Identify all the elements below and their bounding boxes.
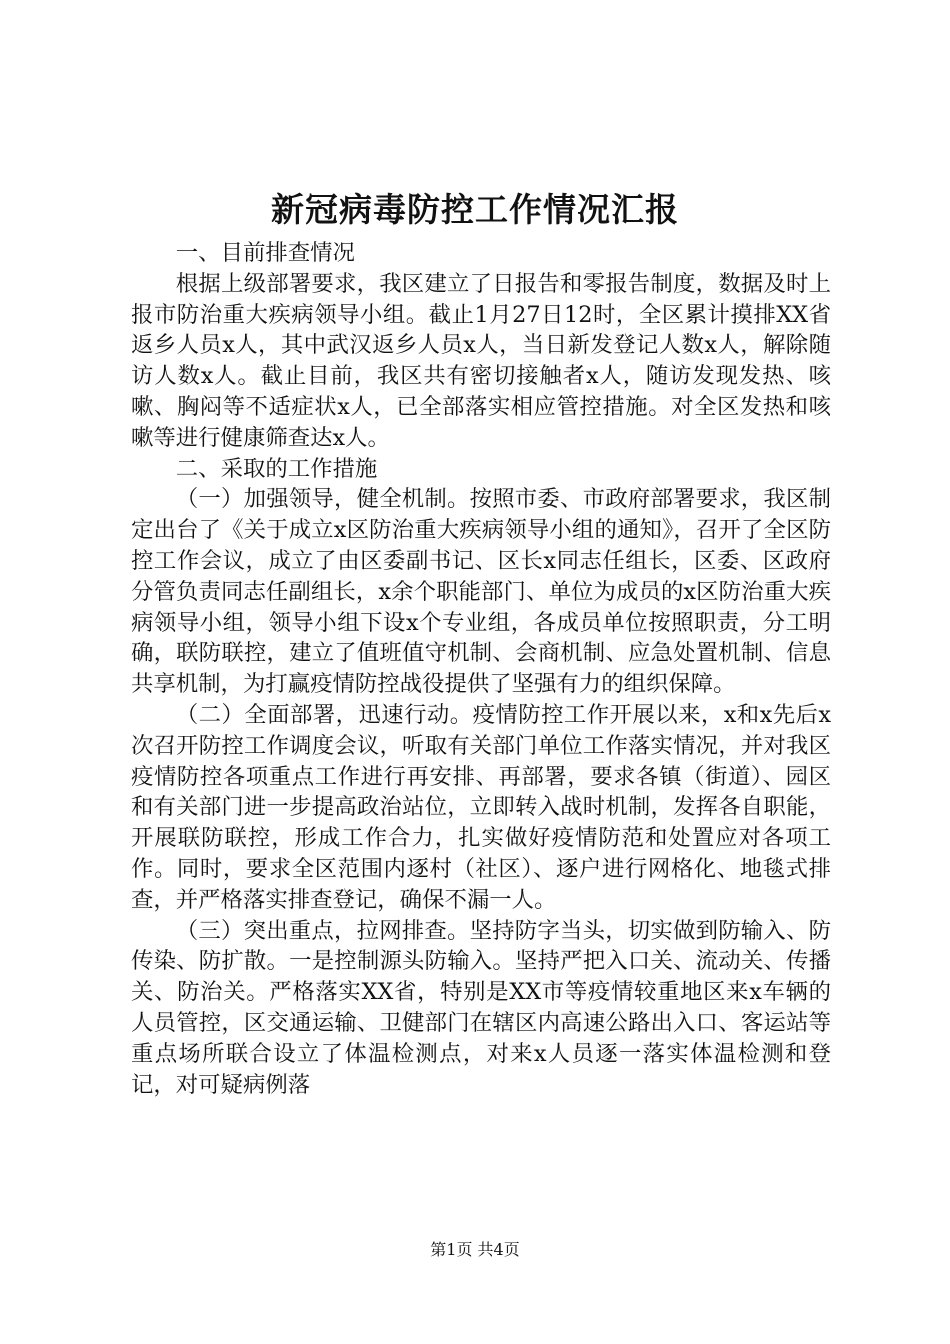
measure-item-3: （三）突出重点，拉网排查。坚持防字当头，切实做到防输入、防传染、防扩散。一是控制源头防输入。坚持严把入口关、流动关、传播关、防治关。严格落实XX省，特别是XX市等疫情较重地区来x车辆的人员管控，区交通运输、卫健部门在辖区内高速公路出入口、客运站等重点场所联合设立了体温检测点，对来x人员逐一落实体温检测和登记，对可疑病例落	[131, 917, 831, 1098]
document-title: 新冠病毒防控工作情况汇报	[271, 190, 679, 229]
section-heading-1: 一、目前排查情况	[175, 240, 355, 266]
page-number-footer: 第1页 共4页	[430, 1240, 520, 1259]
measure-item-2: （二）全面部署，迅速行动。疫情防控工作开展以来，x和x先后x次召开防控工作调度会议，听取有关部门单位工作落实情况，并对我区疫情防控各项重点工作进行再安排、再部署，要求各镇（街道）、园区和有关部门进一步提高政治站位，立即转入战时机制，发挥各自职能，开展联防联控，形成工作合力，扎实做好疫情防范和处置应对各项工作。同时，要求全区范围内逐村（社区）、逐户进行网格化、地毯式排查，并严格落实排查登记，确保不漏一人。	[131, 701, 831, 913]
document-body	[131, 238, 831, 1100]
section-paragraph-1: 根据上级部署要求，我区建立了日报告和零报告制度，数据及时上报市防治重大疾病领导小组。截止1月27日12时，全区累计摸排XX省返乡人员x人，其中武汉返乡人员x人，当日新发登记人数x人，解除随访人数x人。截止目前，我区共有密切接触者x人，随访发现发热、咳嗽、胸闷等不适症状x人，已全部落实相应管控措施。对全区发热和咳嗽等进行健康筛查达x人。	[131, 270, 831, 451]
section-heading-2: 二、采取的工作措施	[175, 455, 378, 482]
measure-item-1: （一）加强领导，健全机制。按照市委、市政府部署要求，我区制定出台了《关于成立x区防治重大疾病领导小组的通知》，召开了全区防控工作会议，成立了由区委副书记、区长x同志任组长，区委、区政府分管负责同志任副组长，x余个职能部门、单位为成员的x区防治重大疾病领导小组，领导小组下设x个专业组，各成员单位按照职责，分工明确，联防联控，建立了值班值守机制、会商机制、应急处置机制、信息共享机制，为打赢疫情防控战役提供了坚强有力的组织保障。	[131, 486, 831, 698]
